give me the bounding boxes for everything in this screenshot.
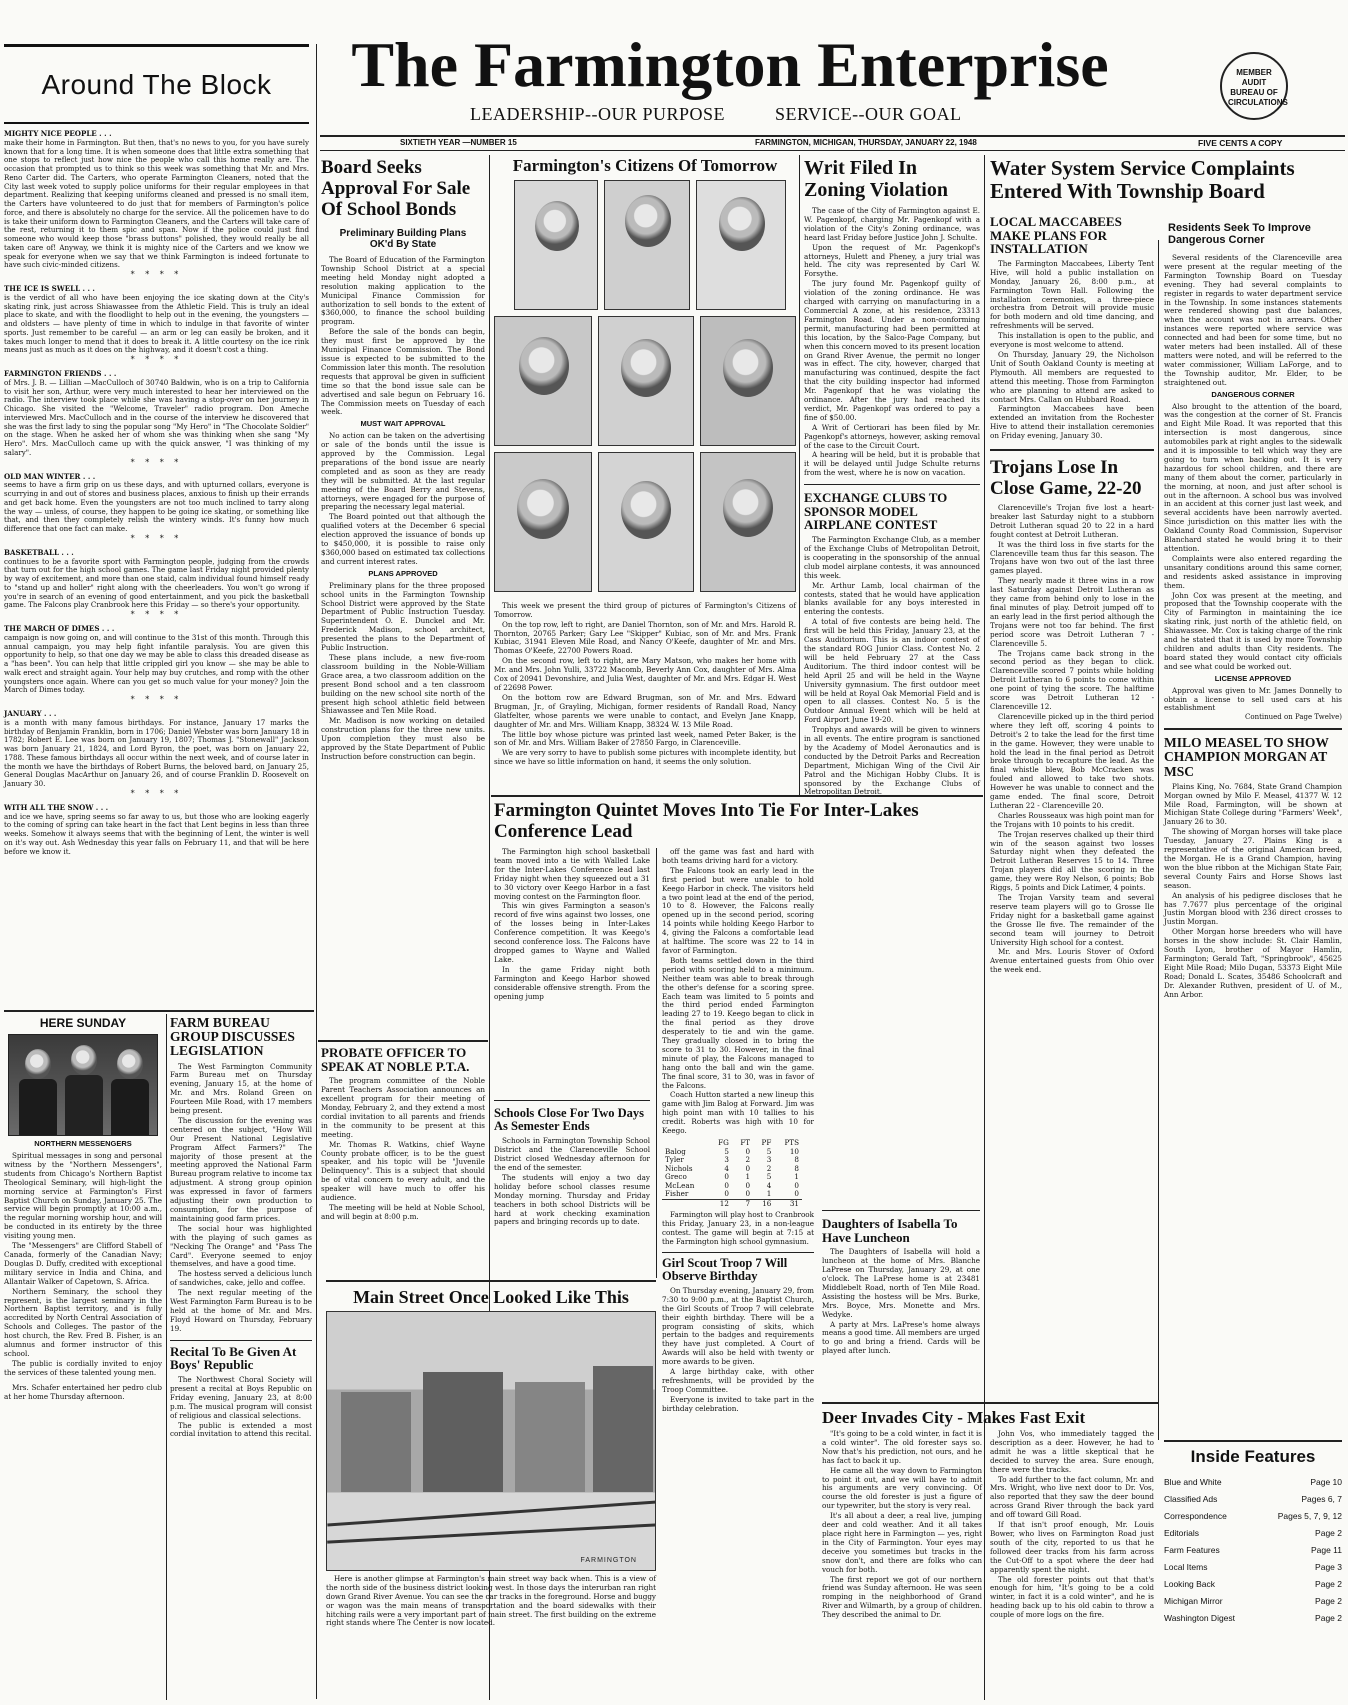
writ-body: The case of the City of Farmington against E. W. Pagenkopf, charging Mr. Pagenkopf with a violation of the City's Zoning ordinance, was heard last Friday before Justice John J. Schulte. Upon the request of Mr. Pagenkopf's attorneys, Hulett and Pheney, a jury trial was held. The city was represented by Carl W. Forsythe. The jury found Mr. Pagenkopf guilty of violation of the zoning ordinance. He was charged with carrying on manufacturing in a Commercial A zone, at his residence, 23313 Farmington Road. Under a non-conforming permit, manufacturing had been permitted at this location, by the Salco-Page Company, but when this concern moved to its present location on Grand River Avenue, the permit no longer was in effect. The city, however, charged that manufacturing was continued, despite the fact that the city building inspector had informed Mr. Pagenkopf that he was violating the ordinance. After the jury had reached its verdict, Mr. Pagenkopf was ordered to pay a fine of $50.00. A Writ of Certiorari has been filed by Mr. Pagenkopf's attorneys, however, asking removal of the case to the Circuit Court. A hearing will be held, but it is probable that it will be delayed until Judge Schulte returns from the west, where he is now on vacation. — [804, 206, 980, 478]
edition-line: SIXTIETH YEAR —NUMBER 15 — [400, 138, 517, 147]
water-body: Several residents of the Clarenceville area were present at the regular meeting of the Farmington Township Board on Tuesday evening. They had several complaints to register in regards to water department service in the Township. In some instances statements were rendered showing past due balances, when the account was not in arrears. Other instances were reported where service was connected and had been for some time, but no water meters had been installed. All of these matters were noted, and will be referred to the water commissioner, William LaForge, and to the Township auditor, Mr. Elder, to be straightened out. DANGEROUS CORNER Also brought to the attention of the board, was the congestion at the corner of St. Francis and Eight Mile Road. It was reported that this intersection is most dangerous, since automobiles park at right angles to the sidewalk and it is impossible to tell which way they are going to turn when backing out. It is very hazardous for school children, and there are many of them about the corner, particularly in the morning, at noon, and just after school is out in the afternoon. A school bus was involved in an accident at this corner just last week, and several accidents have been narrowly averted. Since jurisdiction on this matter lies with the Oakland County Road Commission, Supervisor Blanchard stated he would bring it to their attention. Complaints were also entered regarding the unsanitary conditions around this same corner, and residents asked assistance in improving them. John Cox was present at the meeting, and proposed that the Township cooperate with the City of Farmington in maintaining the ice skating rink, just north of the athletic field, on Shiawassee. Mr. Cox is taking charge of the rink and he stated that it is used by more Township children and adults than City residents. The board stated they would contact city officials and see what could be worked out. LICENSE APPROVED Approval was given to Mr. James Donnelly to obtain a license to sell used cars at his establishment Continued on Page Twelve) — [1164, 253, 1342, 722]
here-sunday-body: Spiritual messages in song and personal witness by the "Northern Messengers", students from Chicago's Northern Baptist Theological Seminary, will high-light the morning service at Farmington's First Baptist Church on Sunday, January 25. The service will begin promptly at 10:00 a.m., the regular morning worship hour, and will be conducted in its entirety by the three visiting young men. The "Messengers" are Clifford Stabell of Canada, formerly of the Canadian Navy; Douglas D. Duffy, credited with exceptional military service in India and China, and Allantair Walker of Capetown, S. Africa. Northern Seminary, the school they represent, is the largest seminary in the Northern Baptist territory, and is fully accredited by North Central Association of Schools and Colleges. The pastor of the host church, the Rev. Fred B. Fisher, is an alumnus and former instructor of this school. The public is cordially invited to enjoy the services of these talented young men. Mrs. Schafer entertained her pedro club at her home Thursday afternoon. — [4, 1151, 162, 1401]
box-score-cell: 0 — [724, 1172, 729, 1181]
box-score-cell: 7 — [732, 1199, 753, 1208]
box-score-cell: 5 — [766, 1172, 772, 1181]
water-subtitle: Residents Seek To Improve Dangerous Corner — [1168, 222, 1311, 246]
dateline: FARMINGTON, MICHIGAN, THURSDAY, JANUARY 22, 1948 — [755, 138, 977, 147]
writ-title: Writ Filed In Zoning Violation — [804, 157, 948, 201]
box-score-cell: 12 — [709, 1199, 731, 1208]
feature-page: Page 2 — [1315, 1578, 1342, 1589]
deer-article — [822, 1402, 1158, 1431]
recital-title: Recital To Be Given At Boys' Republic — [170, 1343, 297, 1373]
baby-photo-3 — [696, 180, 786, 310]
isabella-title: Daughters of Isabella To Have Luncheon — [822, 1216, 958, 1245]
inside-features-box — [1164, 1440, 1342, 1627]
maccabees-body: The Farmington Maccabees, Liberty Tent Hive, will hold a public installation on Monday, January 26, 8:00 p.m., at Farmington Town Hall. Following the installation ceremonies, a three-piece orchestra from Detroit will provide music for both modern and old time dancing, and refreshments will be served. This installation is open to the public, and everyone is most welcome to attend. On Thursday, January 29, the Nicholson Unit of South Oakland County is meeting at Plymouth. All members are requested to attend this meeting. Those from Farmington who are planning to attend are asked to contact Mrs. Callan on Hubbard Road. Farmington Maccabees have been extended an invitation from the Rochester Hive to attend their installation ceremonies on Friday evening, January 30. — [990, 258, 1154, 441]
citizens-body: This week we present the third group of pictures of Farmington's Citizens of Tomorrow. On the top row, left to right, are Daniel Thornton, son of Mr. and Mrs. Harold R. Thornton, 20765 Parker; Gary Lee "Skipper" Kubiac, son of Mr. and Mrs. Frank Kubiac, 31941 Eleven Mile Road, and Nancy O'Keefe, daughter of Mr. and Mrs. Thomas O'Keefe, 22700 Powers Road. On the second row, left to right, are Mary Matson, who makes her home with Mr. and Mrs. John Yulli, 33722 Macomb, Beverly Ann Cox, daughter of Mrs. Alma Cox of 20941 Devonshire, and Julia West, daughter of Mr. and Mrs. Edgar H. West of 22698 Power. On the bottom row are Edward Brugman, son of Mr. and Mrs. Edward Brugman, Jr., of Grayling, Michigan, former residents of Randall Road, Nancy Glatfelter, whose parents we were unable to contact, and Evelyn Jane Knapp, daughter of Mr. and Mrs. William Knapp, 38324 W. 13 Mile Road. The little boy whose picture was printed last week, named Peter Baker, is the son of Mr. and Mrs. William Baker of 27850 Fargo, in Clarenceville. We are very sorry to have to publish some pictures with incomplete identity, but since we have so little information on hand, it seems the only solution. — [494, 600, 796, 767]
schools-close-article — [494, 1100, 650, 1227]
main-street-photo-label: FARMINGTON — [580, 1556, 637, 1564]
baby-photo-9 — [700, 452, 796, 592]
milo-body: Plains King, No. 7684, State Grand Champion Morgan owned by Milo F. Measel, 41377 W. 12 Mile Road, Farmington, will be shown at Michigan State College during "Farmers' Week", January 26 to 30. The showing of Morgan horses will take place Tuesday, January 27. Plains King is a representative of the original American breed, the Morgan. He is a Grand Champion, having won the blue ribbon at the Michigan State Fair, several County Fairs and Horse Shows last season. An analysis of his pedigree discloses that he has 7.7677 plus percentage of the original Justin Morgan blood with 236 direct crosses to Justin Morgan. Other Morgan horse breeders who will have horses in the show include: St. Clair Hamlin, South Lyon, brother of Mayor Hamlin, Farmington; Gerald Taft, "Springbrook", 45625 Eight Mile Road; Milo Dugan, 53373 Eight Mile Road; Donald L. Scates, 35486 Schoolcraft and Dr. Alexander Ruthven, president of U. of M., Ann Arbor. — [1164, 781, 1342, 999]
trojans-body: Clarenceville's Trojan five lost a heart-breaker last Saturday night to a stubborn Detroit Lutheran squad 20 to 22 in a hard fought contest at Detroit Lutheran. It was the third loss in five starts for the Clarenceville team thus far this season. The Trojans have won two out of the last three games played. They nearly made it three wins in a row last Saturday against Detroit Lutheran as they came from behind only to lose in the final minutes of play. Detroit jumped off to an early lead in the first period although the Trojans were not too far behind. The first period score was Detroit Lutheran 7 - Clarenceville 5. The Trojans came back strong in the second period as they began to click. Clarenceville scored 7 points while holding Detroit Lutheran to 6 points to come within one point of tying the score. The halftime score was Detroit Lutheran 12 - Clarenceville 12. Clarenceville picked up in the third period where they left off, scoring 4 points to Detroit's 2 to take the lead for the first time in the game. However, they were unable to hold the lead in the final period as Detroit broke through to recapture the lead. As the final whistle blew, Bob McCracken was fouled and allowed to take two shots. However he was unable to connect and the game ended. The final score, Detroit Lutheran 22 - Clarenceville 20. Charles Rousseaux was high point man for the Trojans with 10 points to his credit. The Trojan reserves chalked up their third win of the season against two losses Saturday night when they defeated the Detroit Lutheran Reserves 15 to 14. Three Trojan players did all the scoring in the game, they were Roy Nelson, 6 points; Bob Riggs, 5 points and Dick Latimer, 4 points. The Trojan Varsity team and several reserve team players will go to Grosse Ile Friday night for a basketball game against the Grosse Ile five. The remainder of the second team will journey to Detroit University High school for a contest. Mr. and Mrs. Louris Stover of Oxford Avenue entertained guests from Ohio over the week end. — [990, 503, 1154, 975]
baby-photo-7 — [494, 452, 592, 592]
exchange-title: EXCHANGE CLUBS TO SPONSOR MODEL AIRPLANE CONTEST — [804, 490, 948, 533]
box-score-cell: 3 — [766, 1155, 772, 1164]
messengers-caption: NORTHERN MESSENGERS — [34, 1139, 132, 1148]
feature-item — [1164, 1593, 1342, 1610]
box-score-cell: 0 — [745, 1189, 751, 1198]
box-score-cell: 10 — [789, 1146, 799, 1156]
ab-item-2: THE ICE IS SWELL . . . is the verdict of all who have been enjoying the ice skating down at the City's skating rink, just across Shiawassee from the Athletic Field. This is truly an ideal place to skate, and with the floodlight to help out in the evening, the youngsters — and oldsters — have plenty of time in which to indulge in that favorite of winter sports. Just remember to be careful — an arm or leg can easily be broken, and it takes much longer to mend that it does to break it. A little courtesy on the ice rink means just as much as it does on the highway, and it doesn't cost a thing. * * * * — [4, 284, 309, 364]
box-score-cell: 0 — [724, 1180, 729, 1190]
farm-bureau-title: FARM BUREAU GROUP DISCUSSES LEGISLATION — [170, 1015, 295, 1059]
around-block-title: Around The Block — [41, 69, 272, 100]
baby-photo-2 — [604, 180, 690, 310]
inside-features-list — [1164, 1474, 1342, 1627]
farm-bureau-article — [170, 1014, 312, 1439]
school-bonds-title: Board Seeks Approval For Sale Of School Bonds — [321, 157, 471, 220]
probate-article — [321, 1046, 485, 1222]
masthead-motto-right: SERVICE--OUR GOAL — [775, 104, 962, 124]
ab-item-3: FARMINGTON FRIENDS . . . of Mrs. J. B. — Lillian —MacCulloch of 30740 Baldwin, who is on a trip to California to visit her son, Arthur, were very much interested to hear her interviewed on the radio. The interview took place while she was having a stop-over on her journey in Chicago. She visited the "Welcome, Traveler" radio program. Don Ameche interviewed Mrs. MacCulloch and in the course of the interview he discovered that she was the first lady to sing the popular song "My Hero" in "The Chocolate Soldier" on the stage. When he asked her of whom she was thinking when she sang "My Hero". Mrs. MacCulloch came up with the quick answer, "I was thinking of my salary". * * * * — [4, 369, 309, 467]
isabella-body: The Daughters of Isabella will hold a luncheon at the home of Mrs. Blanche LaPrese on Thursday, January 29, at one o'clock. The LaPrese home is at 23481 Middlebelt Road, north of Ten Mile Road. Assisting the hostess will be Mrs. Burke, Mrs. Boyce, Mrs. Monette and Mrs. Wedyke. A party at Mrs. LaPrese's home always means a good time. All members are urged to go and bring a friend. Cards will be played after lunch. — [822, 1247, 980, 1356]
box-score-cell: 3 — [724, 1155, 729, 1164]
farm-bureau-body: The West Farmington Community Farm Bureau met on Thursday evening, January 15, at the home of Mr. and Mrs. Roland Green on Fourteen Mile Road, with 17 members being present. The discussion for the evening was centered on the subject, "How Will Our Present National Legislative Program Affect Farmers?" The majority of those present at the meeting approved the National Farm Bureau program relative to income tax adjustment. A strong group opinion was expressed in favor of farmers adjusting their own production to consumption, for the purpose of maintaining good farm prices. The social hour was highlighted with the playing of such games as "Necking The Orange" and "Pass The Card". Everyone seemed to enjoy themselves, and have a good time. The hostess served a delicious lunch of sandwiches, cake, jello and coffee. The next regular meeting of the West Farmington Farm Bureau is to be held at the home of Mr. and Mrs. Floyd Howard on Thursday, February 19. — [170, 1061, 313, 1333]
messengers-photo — [8, 1034, 158, 1136]
schools-close-title: Schools Close For Two Days As Semester Ends — [494, 1106, 645, 1134]
ab-item-1: MIGHTY NICE PEOPLE . . . make their home in Farmington. But then, that's no news to you, for you have surely known that for a long time. It is when someone does that little extra something that one stops to reflect just how nice the people who call this home really are. The occasion that prompted us to think so this week was something that Mr. and Mrs. Reno Carter did. The Carters, who operate Farmington Cleaners, noted that the City last week voted to supply police uniforms for their regular employees in that department. Realizing that keeping uniforms cleaned and pressed is no small item, the Carters have volunteered to do just that for members of Farmington's police force, and there is absolutely no charge for the service. All the policemen have to do is take their uniform down to Farmington Cleaners, and the Carters will take care of the rest, returning it to them spic and span. Now if the police could just find someone who would keep those "brass buttons" polished, they would really be all taken care of! Anyway, we think it is mighty nice of the Carters and we know we speak for everyone when we say that we think Farmington is indeed fortunate to have such civic-minded citizens. * * * * — [4, 129, 309, 279]
box-score-cell: 8 — [794, 1155, 799, 1164]
feature-name: Correspondence — [1164, 1510, 1227, 1521]
box-score-table — [662, 1139, 802, 1208]
feature-item — [1164, 1610, 1342, 1627]
maccabees-article — [990, 215, 1154, 975]
quintet-col-1: The Farmington high school basketball team moved into a tie with Walled Lake for the Inter-Lakes Conference lead last Friday night when they squeezed out a 31 to 30 victory over Keego Harbor in a fast moving contest on the Farmington floor. This win gives Farmington a season's record of five wins against two losses, one of the losses being in Inter-Lakes Conference competition. It was Keego's second conference loss. The Falcons have dropped games to Wayne and Walled Lake. In the game Friday night both Farmington and Keego Harbor showed considerable offensive strength. From the opening jump — [494, 847, 650, 1001]
feature-name: Editorials — [1164, 1527, 1199, 1538]
abc-seal-text: MEMBER AUDIT BUREAU OF CIRCULATIONS — [1228, 68, 1288, 107]
box-score-cell: 8 — [794, 1163, 799, 1173]
box-score-cell: 0 — [745, 1163, 751, 1173]
box-score-cell: 1 — [794, 1172, 799, 1181]
box-score-header-cell: PF — [761, 1138, 772, 1147]
feature-name: Michigan Mirror — [1164, 1595, 1223, 1606]
main-street-photo — [326, 1311, 656, 1571]
milo-title: MILO MEASEL TO SHOW CHAMPION MORGAN AT MSC — [1164, 735, 1329, 779]
school-bonds-subtitle: Preliminary Building Plans OK'd By State — [339, 228, 467, 250]
box-score-cell: 4 — [724, 1163, 729, 1173]
isabella-article — [822, 1210, 980, 1356]
girl-scout-body: On Thursday evening, January 29, from 7:30 to 9:00 p.m., at the Baptist Church, the Girl Scouts of Troop 7 will celebrate their eighth birthday. There will be a program consisting of skits, which pertain to the badges and requirements they have just completed. A Court of Awards will also be held with twenty or more awards to be given. A large birthday cake, with other refreshments, will be provided by the Troop Committee. Everyone is invited to take part in the birthday celebration. — [662, 1285, 814, 1413]
feature-item — [1164, 1576, 1342, 1593]
abc-seal — [1220, 52, 1288, 120]
feature-page: Page 3 — [1315, 1561, 1342, 1572]
recital-body: The Northwest Choral Society will present a recital at Boys Republic on Friday evening, January 23, at 8:00 p.m. The musical program will consist of religious and classical selections. The public is extended a most cordial invitation to attend this recital. — [170, 1374, 312, 1439]
feature-item — [1164, 1508, 1342, 1525]
masthead-motto-left: LEADERSHIP--OUR PURPOSE — [470, 104, 726, 124]
writ-article — [804, 157, 980, 797]
quintet-col-2: off the game was fast and hard with both teams driving hard for a victory. The Falcons took an early lead in the first period but were unable to hold Keego Harbor in check. The visitors held a two point lead at the end of the period, 10 to 8. However, the Falcons really opened up in the second period, scoring 14 points while holding Keego Harbor to 4, giving the Falcons a comfortable lead at halftime. The score was 22 to 14 in favor of Farmington. Both teams settled down in the third period with scoring held to a minimum. Neither team was able to break through the other's defense for a scoring spree. Each team was limited to 5 points and the third period ended Farmington leading 27 to 19. Keego began to click in the final period as they drove desperately to tie and win the game. They gradually closed in to bring the score to 31 to 30. However, in the final minute of play, the Falcons managed to hang onto the ball and win the game. The final score, 31 to 30, was in favor of the Falcons. Coach Hutton started a new lineup this game with Jim Balog at Forward. Jim was high point man with 10 tallies to his credit. Roberts was high with 10 for Keego. FG FT PF PTS Balog 5 0 5 10 Tyler 3 2 3 8 Nichols 4 0 2 8 Greco 0 1 5 1 McLean 0 0 4 0 Fisher 0 0 1 0 12 7 16 31 Farmington will play host to Cranbrook this Friday, January 23, in a non-league contest. The game will begin at 7:15 at the Farmington high school gymnasium. Girl Scout Troop 7 Will Observe Birthday On Thursday evening, January 29, from 7:30 to 9:00 p.m., at the Baptist Church, the Girl Scouts of Troop 7 will celebrate their eighth birthday. There will be a program consisting of skits, which pertain to the badges and requirements they have just completed. A Court of Awards will also be held with twenty or more awards to be given. A large birthday cake, with other refreshments, will be provided by the Troop Committee. Everyone is invited to take part in the birthday celebration. — [662, 847, 814, 1413]
box-score-cell: 4 — [766, 1180, 772, 1190]
box-score-cell: 1 — [745, 1172, 751, 1181]
box-score-cell: 31 — [774, 1199, 802, 1208]
water-title: Water System Service Complaints Entered With Township Board — [990, 156, 1295, 203]
ab-item-6: THE MARCH OF DIMES . . . campaign is now going on, and will continue to the 31st of this month. Through this annual campaign, you may help fight infantile paralysis. You are given this opportunity to help, so that one day we may be able to class this dreaded disease as a "has been". You can help that little crippled girl you know — she may be able to walk erect and straight again. Your help may buy crutches, and romp with the other youngsters once again. Where can you get so much value for your money? Join the March of Dimes today. * * * * — [4, 624, 309, 704]
baby-photo-8 — [598, 452, 694, 592]
feature-item — [1164, 1491, 1342, 1508]
feature-page: Page 2 — [1315, 1595, 1342, 1606]
quintet-article — [494, 800, 980, 848]
box-score-cell: 2 — [766, 1163, 772, 1173]
probate-body: The program committee of the Noble Parent Teachers Association announces an excellent program for their meeting of Monday, February 2, and they extend a most cordial invitation to all parents and friends in the community to be present at this meeting. Mr. Thomas R. Watkins, chief Wayne County probate officer, is to be the guest speaker, and his topic will be "Juvenile Delinquency". This is a subject that should be of vital concern to every adult, and the speaker will have much to offer his audience. The meeting will be held at Noble School, and will begin at 8:00 p.m. — [321, 1076, 485, 1221]
box-score-cell: 5 — [766, 1146, 772, 1156]
baby-photos-grid — [494, 180, 796, 600]
ab-item-4: OLD MAN WINTER . . . seems to have a firm grip on us these days, and with upturned collars, everyone is scurrying in and out of stores and business places, anxious to finish up their errands and get back home. Even the youngsters are not too much inclined to tarry along the way — unless, of course, they happen to be going ice skating, or something like that, and then they completely relish the wintery winds. It's funny how much difference that one fact can make. * * * * — [4, 471, 309, 543]
feature-page: Pages 5, 7, 9, 12 — [1277, 1510, 1342, 1521]
citizens-article — [494, 157, 796, 767]
trojans-title: Trojans Lose In Close Game, 22-20 — [990, 457, 1142, 500]
schools-close-body: Schools in Farmington Township School District and the Clarenceville School District closed Wednesday afternoon for the end of the semester. The students will enjoy a two day holiday before school classes resume Monday morning. Thursday and Friday teachers in both school Districts will be hard at work checking examination papers and bringing records up to date. — [494, 1136, 650, 1227]
main-street-caption: Here is another glimpse at Farmington's main street way back when. This is a view of the north side of the business district looking west. In those days the interurban ran right down Grand River Avenue. You can see the car tracks in the foreground. Horse and buggy or wagon was the main means of transportation and the board sidewalks with their hitching rails were a very important part of main street. The first building on the extreme right stands where The Center is now located. — [326, 1573, 656, 1628]
price: FIVE CENTS A COPY — [1198, 138, 1283, 148]
around-block-body — [4, 130, 309, 856]
box-score-header-cell: FG — [718, 1138, 729, 1147]
here-sunday-title: HERE SUNDAY — [39, 1016, 127, 1030]
box-score-cell: Tyler — [665, 1155, 684, 1164]
feature-item — [1164, 1525, 1342, 1542]
box-score-row — [662, 1199, 802, 1208]
exchange-body: The Farmington Exchange Club, as a member of the Exchange Clubs of Metropolitan Detroit, is cooperating in the sponsorship of the annual club model airplane contests, it was announced this week. Mr. Arthur Lamb, local chairman of the contests, stated that he would have application blanks available for any boys interested in entering the contests. A total of five contests are being held. The first will be held this Friday, January 23, at the Cass Auditorium. This is an indoor contest of the standard ROG Junior Class. Contest No. 2 will be held February 27 at the Cass Auditorium. The third indoor contest will be held April 25 and will be held in the Wayne University gymnasium. The first outdoor meet will be held at Royal Oak Memorial Field and is open to all classes. Contest No. 5 is the Outdoor Annual Event which will be held at Ford Airport June 19-20. Trophys and awards will be given to winners in all events. The entire program is sanctioned by the Academy of Model Aeronautics and is conducted by the Detroit Parks and Recreation Department, Michigan Wing of the Civil Air Patrol and the Michigan Hobby Clubs. It is sponsored by the Exchange Clubs of Metropolitan Detroit. — [804, 535, 980, 797]
around-block-header — [4, 44, 309, 124]
feature-name: Local Items — [1164, 1561, 1208, 1572]
school-bonds-article — [321, 157, 485, 762]
baby-photo-6 — [700, 316, 796, 446]
quintet-title: Farmington Quintet Moves Into Tie For Inter-Lakes Conference Lead — [494, 800, 919, 842]
box-score-header-cell: PTS — [784, 1138, 799, 1147]
school-bonds-body: The Board of Education of the Farmington Township School District at a special meeting held Monday night adopted a resolution making application to the Municipal Finance Commission for authorization to sell bonds to the extent of $360,000, to finance the school building program. Before the sale of the bonds can begin, they must first be approved by the Municipal Finance Commission. The Bond issue is expected to be submitted to the Commission later this month. The resolution requests that approval be given in sufficient time so that the bond issue sale can be advertised and sale begun on February 16. The Commission meets on Tuesday of each week. MUST WAIT APPROVAL No action can be taken on the advertising or sale of the bonds until the issue is approved by the Commission. Legal preparations of the bond issue are nearly completed and as soon as they are ready they will be submitted. At the last regular meeting of the Board Berry and Stevens, attorneys, were engaged for the purpose of preparing the necessary legal material. The Board pointed out that although the qualified voters at the December 6 special election approved the issuance of bonds up to $450,000, it is possible to raise only $360,000 based on estimated tax collections and current interest rates. PLANS APPROVED Preliminary plans for the three proposed school units in the Farmington Township School District were approved by the State Department of Public Instruction Tuesday. Superintendent O. E. Dunckel and Mr. Frederick Madison, school architect, presented the plans to the Department of Public Instruction. These plans include, a new five-room classroom building in the Noble-William Grace area, a two classroom addition on the present Bond school and a ten classroom building on the new school site north of the present high school athletic field between Shiawassee and Ten Mile Road. Mr. Madison is now working on detailed construction plans for the three new units. Upon completion they must also be approved by the State Department of Public Instruction before construction can begin. — [321, 255, 485, 761]
feature-name: Classified Ads — [1164, 1493, 1218, 1504]
girl-scout-title: Girl Scout Troop 7 Will Observe Birthday — [662, 1255, 788, 1283]
box-score-cell: Balog — [665, 1146, 686, 1156]
maccabees-title: LOCAL MACCABEES MAKE PLANS FOR INSTALLATION — [990, 214, 1122, 257]
main-street-title: Main Street Once Looked Like This — [353, 1287, 629, 1307]
citizens-title: Farmington's Citizens Of Tomorrow — [512, 156, 778, 175]
water-column — [1164, 218, 1342, 999]
feature-name: Looking Back — [1164, 1578, 1216, 1589]
box-score-cell: McLean — [665, 1180, 695, 1190]
box-score-cell: 0 — [794, 1189, 799, 1198]
ab-item-8: WITH ALL THE SNOW . . . and ice we have, spring seems so far away to us, but those who are looking eagerly to the coming of spring can take heart in the fact that Lent begins in less than three weeks. Somehow it always seems that with the beginning of Lent, the winter is well on it's way out. Ash Wednesday this year falls on February 11, and that will be here before we know it. — [4, 802, 309, 856]
feature-page: Pages 6, 7 — [1301, 1493, 1342, 1504]
box-score-row — [662, 1190, 802, 1199]
ab-item-7: JANUARY . . . is a month with many famous birthdays. For instance, January 17 marks the birthday of Benjamin Franklin, born in 1706; Daniel Webster was born January 18 in 1782; Robert E. Lee was born on January 19, 1807; Thomas J. "Stonewall" Jackson was born January 21, 1824, and Lord Byron, the poet, was born on January 22, 1788. These famous birthdays all occur within the next week, and of course later in the month we have the birthdays of Robert Burns, the beloved bard, on January 25, General Douglas MacArthur on January 26, and of course Franklin D. Roosevelt on January 30. * * * * — [4, 709, 309, 798]
inside-features-title: Inside Features — [1190, 1447, 1316, 1466]
box-score-cell — [662, 1199, 709, 1208]
probate-title: PROBATE OFFICER TO SPEAK AT NOBLE P.T.A. — [321, 1045, 470, 1074]
feature-name: Blue and White — [1164, 1476, 1222, 1487]
box-score-cell: Fisher — [665, 1189, 689, 1198]
feature-item — [1164, 1559, 1342, 1576]
box-score-cell: Greco — [665, 1172, 687, 1181]
masthead-title: The Farmington Enterprise — [351, 29, 1109, 100]
box-score-cell: Nichols — [665, 1163, 693, 1173]
main-street-article — [326, 1280, 656, 1628]
water-article — [990, 157, 1342, 203]
feature-name: Farm Features — [1164, 1544, 1220, 1555]
ab-item-5: BASKETBALL . . . continues to be a favorite sport with Farmington people, judging from the crowds that turn out for the high school games. The game last Friday night provided plenty by way of excitement, and more than one staid, calm individual found himself ready to "stand up and holler" right along with the cheerleaders. You won't go wrong if you're in search of an evening of good entertainment, and you pick the basketball game. The Falcons play Cranbrook here this Friday — so there's your opportunity. * * * * — [4, 547, 309, 619]
box-score-cell: 0 — [724, 1189, 729, 1198]
box-score-cell: 0 — [745, 1180, 751, 1190]
box-score-cell: 1 — [766, 1189, 772, 1198]
feature-page: Page 2 — [1315, 1527, 1342, 1538]
feature-item — [1164, 1474, 1342, 1491]
box-score-cell: 2 — [745, 1155, 751, 1164]
feature-page: Page 10 — [1310, 1476, 1342, 1487]
box-score-header-cell: FT — [740, 1138, 751, 1147]
deer-col-1: "It's going to be a cold winter, in fact it is a cold winter". The old forester says so. Now that's his prediction, not ours, and he has fact to back it up. He came all the way down to Farmington to point it out, and we will have to admit his arguments are very convincing. Of course the old forester is just a figure of our typewriter, but the story is very real. It's all about a deer, a real live, jumping deer and cold weather. And it all takes place right here in Farmington — yes, right in the City of Farmington. Your eyes may deceive you sometimes but tracks in the snow don't, and there are folks who can vouch for both. The first report we got of our northern friend was Sunday afternoon. He was seen romping in the neighborhood of Grand River and Wilmarth, by a group of children. They described the animal to Dr. — [822, 1429, 982, 1620]
box-score-cell: 5 — [724, 1146, 729, 1156]
box-score-cell: 0 — [794, 1180, 799, 1190]
box-score-cell: 16 — [753, 1199, 774, 1208]
feature-page: Page 2 — [1315, 1612, 1342, 1623]
baby-photo-5 — [598, 316, 694, 446]
feature-page: Page 11 — [1310, 1544, 1342, 1555]
deer-title: Deer Invades City - Makes Fast Exit — [822, 1408, 1086, 1427]
here-sunday-article — [4, 1014, 162, 1401]
baby-photo-4 — [494, 316, 592, 446]
box-score-cell: 0 — [745, 1146, 751, 1156]
feature-item — [1164, 1542, 1342, 1559]
feature-name: Washington Digest — [1164, 1612, 1236, 1623]
deer-col-2: John Vos, who immediately tagged the description as a deer. However, he had to admit he was a little skeptical that he decided to survey the area. Sure enough, there were the tracks. To add further to the fact column, Mr. and Mrs. Wright, who live next door to Dr. Vos, also reported that they saw the deer bound across Grand River through the back yard and off toward Gill Road. If that isn't proof enough, Mr. Louis Bower, who lives on Farmington Road just south of the city, reported to us that he followed deer tracks from his farm across the Cut-Off to a spot where the deer had apparently spent the night. The old forester points out that that's enough for him, "It's going to be a cold winter, in fact it is a cold winter", and he is heading back up to his old cabin to throw a couple of more logs on the fire. — [990, 1429, 1154, 1620]
baby-photo-1 — [514, 180, 598, 310]
